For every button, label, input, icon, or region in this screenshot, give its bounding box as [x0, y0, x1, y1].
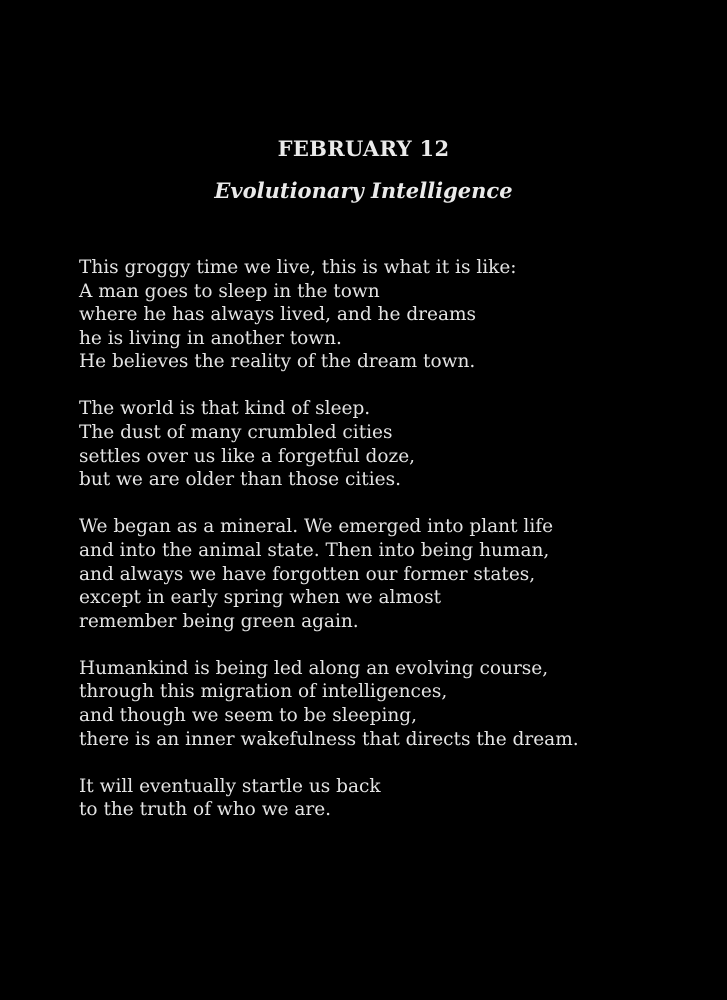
page-title: Evolutionary Intelligence	[214, 178, 513, 203]
poem-line: It will eventually startle us back	[79, 775, 381, 797]
poem-line: to the truth of who we are.	[79, 799, 332, 821]
page-date: FEBRUARY 12	[277, 136, 450, 161]
poem-line: but we are older than those cities.	[79, 469, 401, 491]
poem-line: remember being green again.	[79, 610, 359, 632]
poem-body	[79, 256, 699, 845]
poem-line: We began as a mineral. We emerged into plant life	[79, 516, 554, 538]
stanza	[79, 515, 699, 633]
poem-line: there is an inner wakefulness that directs the dream.	[79, 728, 579, 750]
poem-line: and though we seem to be sleeping,	[79, 705, 418, 726]
poem-line: This groggy time we live, this is what it is like:	[79, 257, 517, 278]
poem-line: and into the animal state. Then into being human,	[79, 539, 550, 561]
poem-line: Humankind is being led along an evolving course,	[79, 657, 549, 679]
poem-line: except in early spring when we almost	[79, 587, 442, 609]
poem-line: The world is that kind of sleep.	[79, 398, 371, 420]
stanza	[79, 256, 699, 374]
poem-line: where he has always lived, and he dreams	[79, 304, 477, 326]
poem-line: The dust of many crumbled cities	[79, 422, 393, 444]
stanza	[79, 657, 699, 751]
poem-line: A man goes to sleep in the town	[79, 280, 380, 302]
poem-line: settles over us like a forgetful doze,	[79, 445, 416, 467]
poem-line: He believes the reality of the dream town.	[79, 351, 476, 373]
stanza	[79, 775, 699, 822]
poem-line: through this migration of intelligences,	[79, 681, 448, 703]
poem-line: and always we have forgotten our former states,	[79, 563, 536, 585]
poem-line: he is living in another town.	[79, 327, 342, 349]
stanza	[79, 397, 699, 491]
